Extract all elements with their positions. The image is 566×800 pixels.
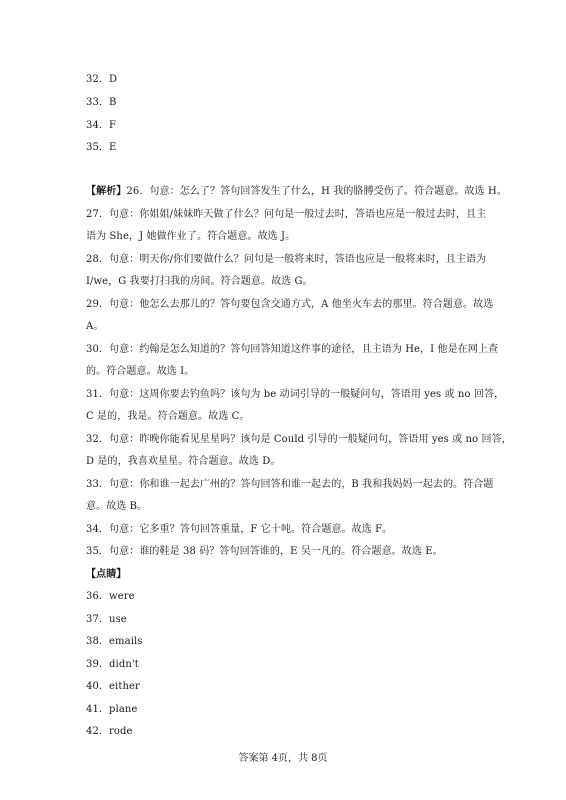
answer-33 [86, 96, 484, 110]
answer-num: 41． [86, 704, 110, 715]
analysis-line: 语为 She，J 她做作业了。符合题意。故选 J。 [86, 231, 296, 242]
answer-num: 34． [86, 120, 110, 131]
analysis-line: 28．句意：明天你/你们要做什么？问句是一般将来时，答语也应是一般将来时，且主语为 [86, 254, 487, 265]
analysis-line: C 是的，我是。符合题意。故选 C。 [86, 411, 250, 422]
answer-value: were [109, 591, 135, 602]
analysis-line: 35．句意：谁的鞋是 38 码？答句回答谁的，E 吴一凡的。符合题意。故选 E。 [86, 546, 443, 557]
answer-37 [86, 613, 484, 627]
answer-num: 39． [86, 659, 110, 670]
answer-num: 33． [86, 97, 110, 108]
answer-42 [86, 725, 484, 739]
analysis-line-26 [86, 185, 507, 199]
answer-value: emails [109, 636, 143, 647]
answer-value: rode [109, 726, 133, 737]
answer-35 [86, 141, 484, 155]
answer-num: 35． [86, 142, 110, 153]
answer-34 [86, 119, 484, 133]
answer-41 [86, 703, 484, 717]
analysis-line: 34．句意：它多重？答句回答重量，F 它十吨。符合题意。故选 F。 [86, 524, 393, 535]
analysis-line: 的。符合题意。故选 I。 [86, 366, 195, 377]
analysis-line: 27．句意：你姐姐/妹妹昨天做了什么？问句是一般过去时，答语也应是一般过去时，且主 [86, 209, 487, 220]
answer-num: 38． [86, 636, 110, 647]
answer-num: 42． [86, 726, 110, 737]
answer-38 [86, 635, 484, 649]
answer-num: 32． [86, 74, 110, 85]
answer-value: D [109, 74, 118, 85]
answer-32 [86, 73, 484, 87]
analysis-line: I/we，G 我要打扫我的房间。符合题意。故选 G。 [86, 276, 313, 287]
answer-39 [86, 658, 484, 672]
answer-num: 40． [86, 681, 110, 692]
answer-value: E [109, 142, 117, 153]
tip-label: 【点睛】 [86, 569, 127, 580]
page-footer: 答案第 4页，共 8页 [238, 753, 328, 764]
answer-value: either [109, 681, 140, 692]
analysis-line: 33．句意：你和谁一起去广州的？答句回答和谁一起去的，B 我和我妈妈一起去的。符合题 [86, 479, 494, 490]
analysis-line: 30．句意：约翰是怎么知道的？答句回答知道这件事的途径，且主语为 He，I 他是在网上查 [86, 344, 499, 355]
analysis-label: 【解析】 [86, 186, 127, 197]
answer-value: plane [109, 704, 138, 715]
answer-value: didn't [109, 659, 139, 670]
analysis-line: 意。故选 B。 [86, 501, 148, 512]
answer-num: 36． [86, 591, 110, 602]
analysis-line: 31．句意：这周你要去钓鱼吗？该句为 be 动词引导的一般疑问句，答语用 yes 或 no 回答， [86, 389, 505, 400]
answer-num: 37． [86, 614, 110, 625]
answer-value: F [109, 120, 117, 131]
analysis-line: 32．句意：昨晚你能看见星星吗？该句是 Could 引导的一般疑问句，答语用 yes 或 no 回答， [86, 434, 512, 445]
answer-value: use [109, 614, 127, 625]
analysis-line: A。 [86, 321, 104, 332]
answer-value: B [109, 97, 117, 108]
analysis-line: D 是的，我喜欢星星。符合题意。故选 D。 [86, 456, 281, 467]
analysis-line: 29．句意：他怎么去那儿的？答句要包含交通方式，A 他坐火车去的那里。符合题意。故选 [86, 299, 494, 310]
answer-36 [86, 590, 484, 604]
analysis-text: 26．句意：怎么了？答句回答发生了什么，H 我的胳膊受伤了。符合题意。故选 H。 [126, 186, 507, 197]
answer-40 [86, 680, 484, 694]
